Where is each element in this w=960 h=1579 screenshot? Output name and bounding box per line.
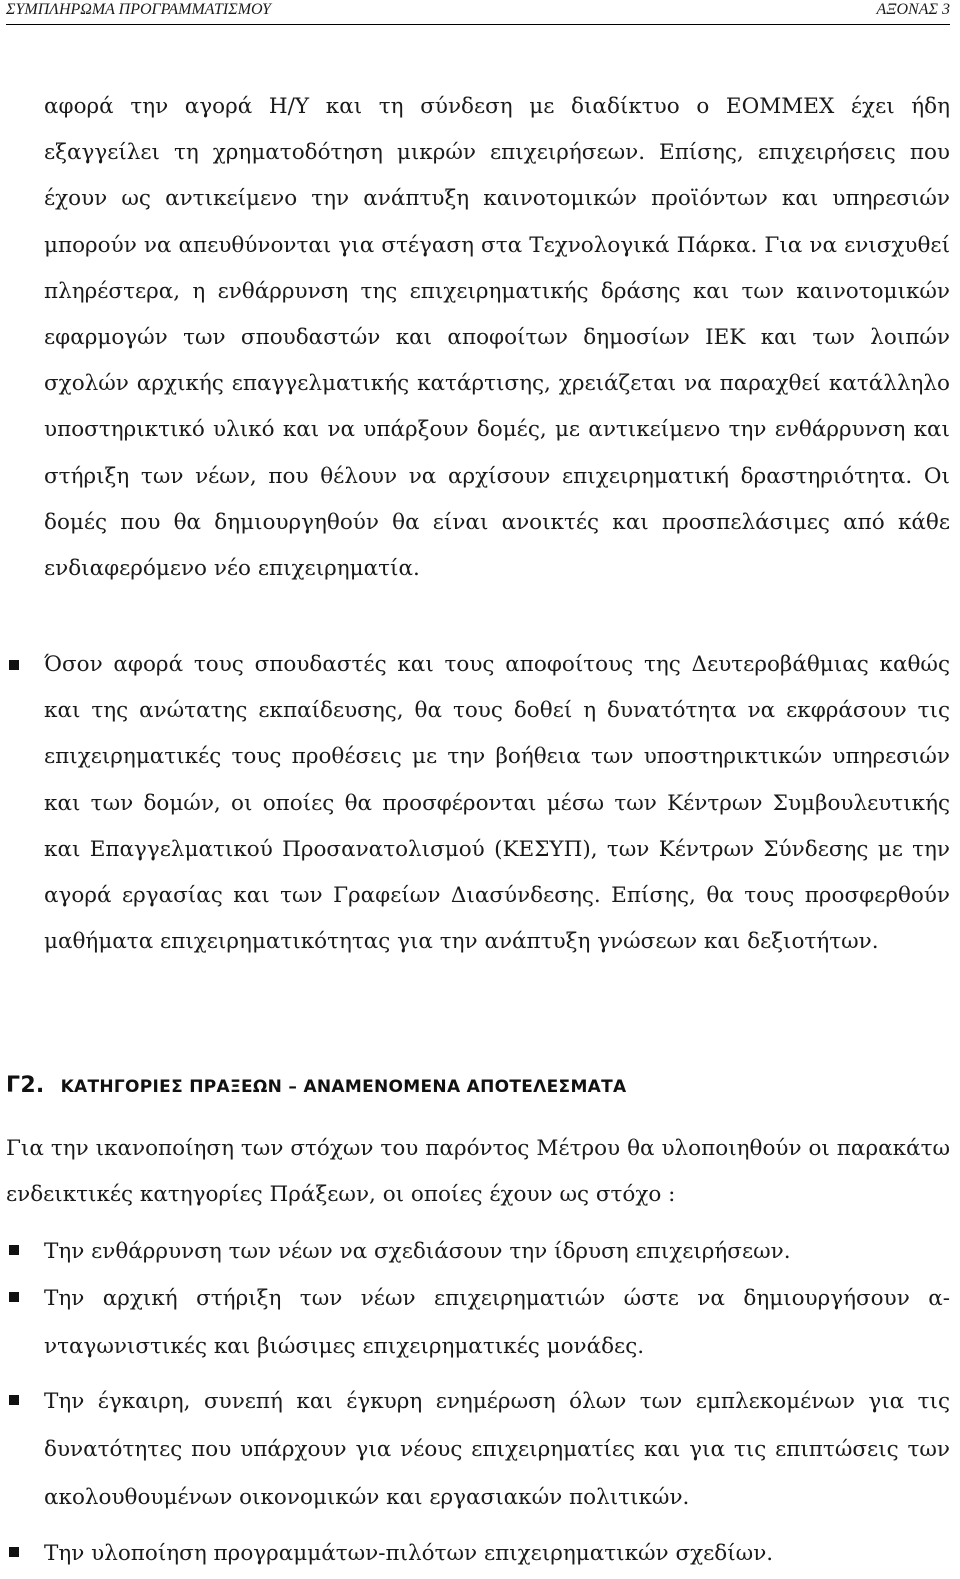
list-item: Την ενθάρρυνση των νέων να σχεδιάσουν την ίδρυση επιχειρήσεων. bbox=[44, 1239, 791, 1264]
list-item: Την αρχική στήριξη των νέων επιχειρηματιών ώστε να δημιουργήσουν ανταγωνιστικές και βιώσιμες επιχειρηματικές μονάδες. bbox=[44, 1286, 950, 1359]
square-bullet-icon bbox=[9, 660, 19, 670]
list-item: Την υλοποίηση προγραμμάτων-πιλότων επιχειρηματικών σχεδίων. bbox=[44, 1541, 774, 1566]
square-bullet-icon bbox=[9, 1245, 19, 1255]
body-paragraph-2: Όσον αφορά τους σπουδαστές και τους αποφοίτους της Δευτεροβάθμιας καθώς και της ανώτατης εκπαίδευσης, θα τους δοθεί η δυνατότητα να εκφράσουν τις επιχειρηματικές τους προθέσεις με την βοήθεια των υποστηρικτικών υπηρεσιών και των δομών, οι οποίες θα προσφέρονται μέσω των Κέντρων Συμβουλευτικής και Επαγγελματικού Προσανατολισμού (ΚΕΣΥΠ), των Κέντρων Σύνδεσης με την αγορά εργασίας και των Γραφείων Διασύνδεσης. Επίσης, θα τους προσφερθούν μαθήματα επιχειρηματικότητας για την ανάπτυξη γνώσεων και δεξιοτήτων. bbox=[44, 652, 950, 955]
section-title: ΚΑΤΗΓΟΡΙΕΣ ΠΡΑΞΕΩΝ – ΑΝΑΜΕΝΟΜΕΝΑ ΑΠΟΤΕΛΕΣΜΑΤΑ bbox=[60, 1077, 627, 1097]
square-bullet-icon bbox=[9, 1395, 19, 1405]
header-axis-label: ΑΞΟΝΑΣ 3 bbox=[876, 1, 950, 18]
square-bullet-icon bbox=[9, 1547, 19, 1557]
section-number: Γ2. bbox=[6, 1073, 45, 1098]
section-intro: Για την ικανοποίηση των στόχων του παρόντος Μέτρου θα υλοποιηθούν οι παρακάτω ενδεικτικές κατηγορίες Πράξεων, οι οποίες έχουν ως στόχο : bbox=[6, 1136, 950, 1207]
body-paragraph-1: αφορά την αγορά Η/Υ και τη σύνδεση με διαδίκτυο ο ΕΟΜΜΕΧ έχει ήδη εξαγγείλει τη χρηματοδότηση μικρών επιχειρήσεων. Επίσης, επιχειρήσεις που έχουν ως αντικείμενο την ανάπτυξη καινοτομικών προϊόντων και υπηρεσιών μπορούν να απευθύνονται για στέγαση στα Τεχνολογικά Πάρκα. Για να ενισχυθεί πληρέστερα, η ενθάρρυνση της επιχειρηματικής δράσης και των καινοτομικών εφαρμογών των σπουδαστών και αποφοίτων δημοσίων ΙΕΚ και των λοιπών σχολών αρχικής επαγγελματικής κατάρτισης, χρειάζεται να παραχθεί κατάλληλο υποστηρικτικό υλικό και να υπάρξουν δομές, με αντικείμενο την ενθάρρυνση και στήριξη των νέων, που θέλουν να αρχίσουν επιχειρηματική δραστηριότητα. Οι δομές που θα δημιουργηθούν θα είναι ανοικτές και προσπελάσιμες από κάθε ενδιαφερόμενο νέο επιχειρηματία. bbox=[44, 94, 950, 582]
list-item: Την έγκαιρη, συνεπή και έγκυρη ενημέρωση όλων των εμπλεκομένων για τις δυνατότητες που υπάρχουν για νέους επιχειρηματίες και για τις επιπτώσεις των ακολουθουμένων οικονομικών και εργασιακών πολιτικών. bbox=[44, 1389, 950, 1510]
running-header bbox=[6, 0, 950, 25]
section-heading bbox=[6, 1068, 626, 1105]
square-bullet-icon bbox=[9, 1292, 19, 1302]
header-document-title: ΣΥΜΠΛΗΡΩΜΑ ΠΡΟΓΡΑΜΜΑΤΙΣΜΟΥ bbox=[6, 1, 271, 18]
